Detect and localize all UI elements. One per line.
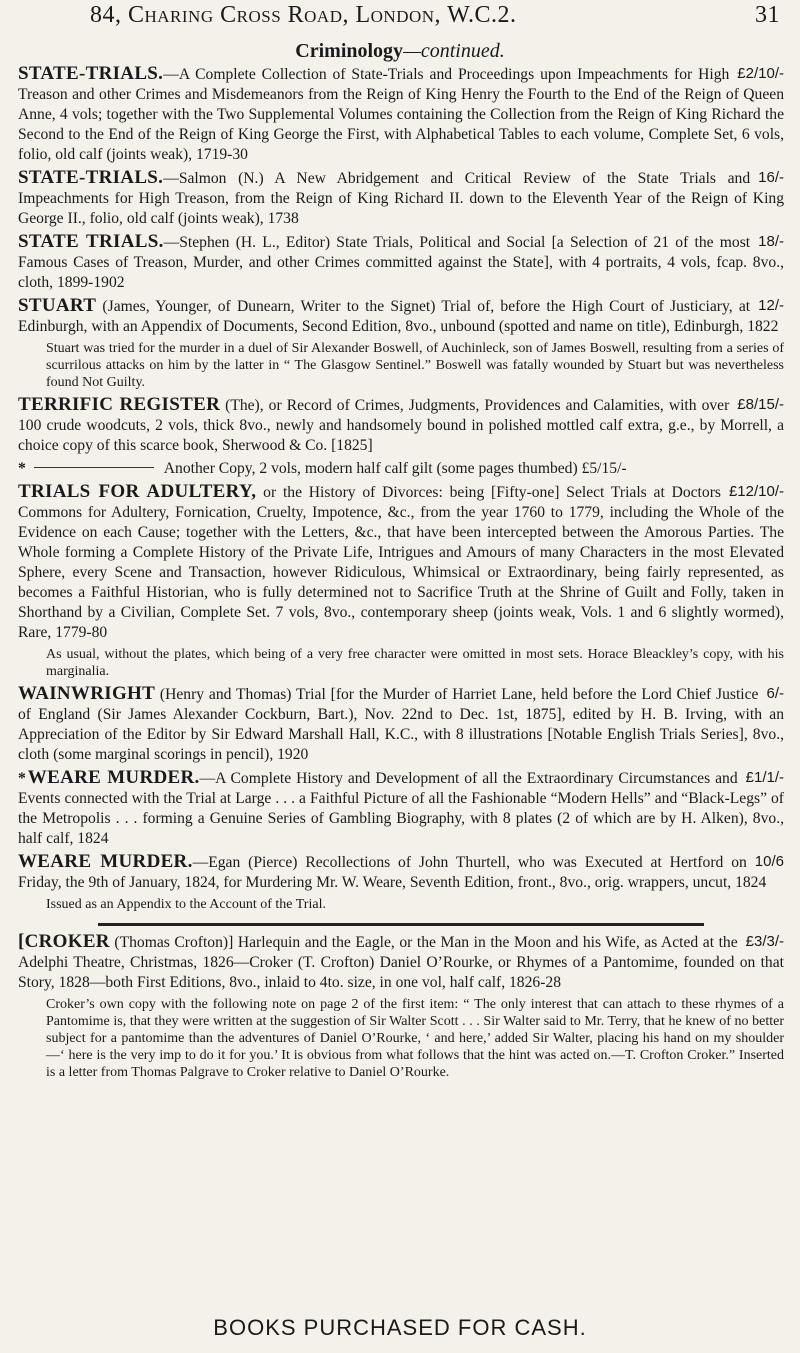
entries-group-2 <box>18 482 784 913</box>
catalogue-entry <box>18 482 784 643</box>
page-number: 31 <box>755 2 780 28</box>
catalogue-entry <box>18 932 784 993</box>
footer-notice: BOOKS PURCHASED FOR CASH. <box>213 1315 587 1340</box>
entry-heading: WEARE MURDER. <box>27 767 200 788</box>
entry-price: £8/15/- <box>737 396 784 413</box>
entry-description: —Stephen (H. L., Editor) State Trials, Political and Social [a Selection of 21 of the most Famous Cases of Treason, Murder, and other Crimes committed against the State], with 4 portraits, 4 vols, fcap. 8vo., cloth, 1899-1902 <box>18 234 784 291</box>
dash-rule <box>34 467 154 468</box>
star-mark: * <box>18 460 26 477</box>
entry-description: or the History of Divorces: being [Fifty-one] Select Trials at Doctors Commons for Adultery, Fornication, Cruelty, Impotence, &c., from the year 1760 to 1779, including the Whole of the Evidence on each Cause; together with the Letters, &c., that have been intercepted between the Amorous Parties. The Whole forming a Complete History of the Private Life, Intrigues and Amours of many Characters in the most Elevated Sphere, every Scene and Transaction, however Ridiculous, Whimsical or Extraordinary, being fairly represented, as becomes a Faithful Historian, who is fully determined not to Sacrifice Truth at the Shrine of Guilt and Folly, taken in Shorthand by a Civilian, Complete Set. 7 vols, 8vo., contemporary sheep (joints weak, Vols. 1 and 6 slightly wormed), Rare, 1779-80 <box>18 484 784 641</box>
entry-price: 6/- <box>766 685 784 702</box>
catalogue-entries <box>18 64 784 1085</box>
section-divider <box>98 923 704 926</box>
entry-description: (Henry and Thomas) Trial [for the Murder of Harriet Lane, held before the Lord Chief Justice of England (Sir James Alexander Cockburn, Bart.), Nov. 22nd to Dec. 1st, 1875], edited by H. B. Irving, with an Appreciation of the Editor by Sir Edward Marshall Hall, K.C., with 8 illustrations [Notable English Trials Series], 8vo., cloth (some marginal scorings in pencil), 1920 <box>18 686 784 763</box>
entry-heading: WAINWRIGHT <box>18 683 156 704</box>
section-name: Criminology <box>295 40 404 62</box>
entry-heading: TERRIFIC REGISTER <box>18 394 221 415</box>
entry-note: Croker’s own copy with the following note on page 2 of the first item: “ The only interest that can attach to these rhymes of a Pantomime is, that they were written at the suggestion of Sir Walter Scott . . . Sir Walter said to Mr. Terry, that he knew of no better subject for a pantomime than the adventures of Daniel O’Rourke, ‘ and here,’ added Sir Walter, placing his hand on my shoulder—‘ here is the very imp to do it for you.’ It is obvious from what follows that the hint was acted on.—T. Crofton Croker.” Inserted is a letter from Thomas Palgrave to Croker relative to Daniel O’Rourke. <box>46 997 784 1080</box>
entry-heading: TRIALS FOR ADULTERY, <box>18 481 257 502</box>
entry-price: £1/1/- <box>745 769 784 786</box>
entries-group-3 <box>18 932 784 1081</box>
entry-heading: STATE-TRIALS. <box>18 63 164 84</box>
entry-heading: STATE TRIALS. <box>18 231 164 252</box>
entry-description: (Thomas Crofton)] Harlequin and the Eagle, or the Man in the Moon and his Wife, as Acted at the Adelphi Theatre, Christmas, 1826—Croker (T. Crofton) Daniel O’Rourke, or Rhymes of a Pantomime, founded on that Story, 1828—both First Editions, 8vo., inlaid to 4to. size, in one vol, half calf, 1826-28 <box>18 934 784 991</box>
entry-price: £12/10/- <box>728 483 784 500</box>
catalogue-entry <box>18 232 784 293</box>
another-copy-entry <box>18 459 784 479</box>
catalogue-entry <box>18 395 784 456</box>
entry-description: —Salmon (N.) A New Abridgement and Critical Review of the State Trials and Impeachments for High Treason, from the Reign of King Richard II. down to the Eleventh Year of the Reign of King George II., folio, old calf (joints weak), 1738 <box>18 170 784 227</box>
catalogue-entry <box>18 852 784 893</box>
bookseller-address: 84, Charing Cross Road, London, W.C.2. <box>90 2 517 28</box>
entry-note: Issued as an Appendix to the Account of the Trial. <box>46 897 326 912</box>
catalogue-entry <box>18 768 784 849</box>
entry-heading: STUART <box>18 295 97 316</box>
entry-description: —Egan (Pierce) Recollections of John Thurtell, who was Executed at Hertford on Friday, the 9th of January, 1824, for Murdering Mr. W. Weare, Seventh Edition, front., 8vo., orig. wrappers, uncut, 1824 <box>18 854 767 891</box>
entry-description: —A Complete History and Development of all the Extraordinary Circumstances and Events connected with the Trial at Large . . . a Faithful Picture of all the Fashionable “Modern Hells” and “Black-Legs” of the Metropolis . . . forming a Genuine Series of Gambling Biography, with 8 plates (2 of which are by H. Alken), 8vo., half calf, 1824 <box>18 770 784 847</box>
entry-heading: [CROKER <box>18 931 110 952</box>
entry-note: Stuart was tried for the murder in a duel of Sir Alexander Boswell, of Auchinleck, son of James Boswell, resulting from a series of scurrilous attacks on him by the latter in “ The Glasgow Sentinel.” Boswell was fatally wounded by Stuart but was nevertheless found Not Guilty. <box>46 341 784 390</box>
entry-price: 16/- <box>758 169 784 186</box>
entry-heading: STATE-TRIALS. <box>18 167 164 188</box>
star-mark: * <box>18 770 26 787</box>
another-copy-text: Another Copy, 2 vols, modern half calf gilt (some pages thumbed) <box>163 460 578 477</box>
entry-price: £3/3/- <box>745 933 784 950</box>
entry-description: —A Complete Collection of State-Trials and Proceedings upon Impeachments for High Treason and other Crimes and Misdemeanors from the Reign of King Henry the Fourth to the End of the Reign of Queen Anne, 4 vols; together with the Two Supplemental Volumes containing the Collection from the Reign of King Richard the Second to the End of the Reign of King George the First, with Alphabetical Tables to each volume, Complete Set, 6 vols, folio, old calf (joints weak), 1719-30 <box>18 66 784 163</box>
catalogue-entry <box>18 64 784 165</box>
catalogue-entry <box>18 296 784 337</box>
entry-note: As usual, without the plates, which being of a very free character were omitted in most sets. Horace Bleackley’s copy, with his marginalia. <box>46 647 784 679</box>
entry-price: 18/- <box>758 233 784 250</box>
entry-description: (James, Younger, of Dunearn, Writer to the Signet) Trial of, before the High Court of Justiciary, at Edinburgh, with an Appendix of Documents, Second Edition, 8vo., unbound (spotted and name on title), Edinburgh, 1822 <box>18 298 779 335</box>
section-title <box>0 40 800 63</box>
entry-price: 12/- <box>758 297 784 314</box>
entry-heading: WEARE MURDER. <box>18 851 193 872</box>
section-suffix: —continued. <box>403 40 505 62</box>
catalogue-entry <box>18 168 784 229</box>
entry-price: £2/10/- <box>737 65 784 82</box>
entry-description: (The), or Record of Crimes, Judgments, Providences and Calamities, with over 100 crude woodcuts, 2 vols, thick 8vo., newly and handsomely bound in polished mottled calf extra, g.e., by Morrell, a choice copy of this scarce book, Sherwood & Co. [1825] <box>18 397 784 454</box>
entry-price: 10/6 <box>754 853 784 870</box>
entries-group-1 <box>18 64 784 456</box>
running-head <box>90 2 780 38</box>
another-copy-price: £5/15/- <box>581 460 627 477</box>
catalogue-entry <box>18 684 784 765</box>
